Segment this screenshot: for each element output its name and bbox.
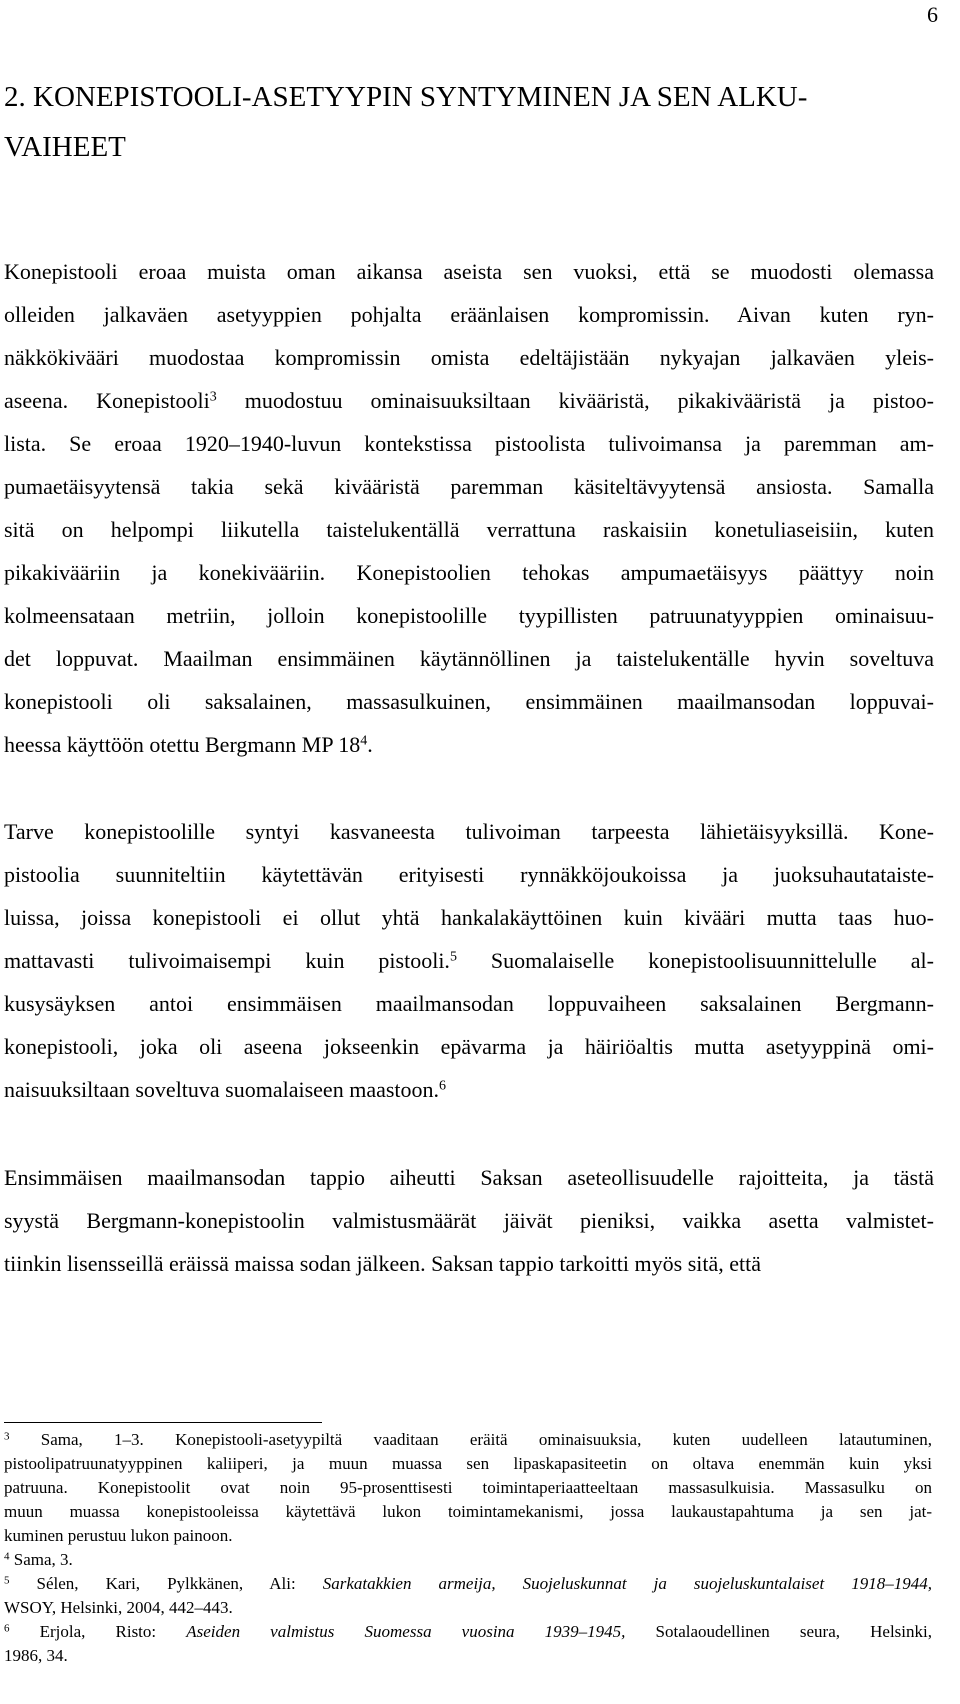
footnote-ref: 4 (4, 1550, 10, 1563)
text-line: $^5$ Sélen, Kari, Pylkkänen, Ali: Sarkatakkien armeija, Suojeluskunnat ja suojeluskuntalaiset 1918–1944, (4, 1574, 932, 1593)
text-line: kolmeensataan metriin, jolloin konepistoolille tyypillisten patruunatyyppien ominaisuu- (4, 603, 934, 628)
text-line: mattavasti tulivoimaisempi kuin pistooli.$^5$ Suomalaiselle konepistoolisuunnittelulle al- (4, 948, 934, 973)
footnotes (4, 1428, 932, 1668)
text-line: sitä on helpompi liikutella taistelukentällä verrattuna raskaisiin konetuliaseisiin, kuten (4, 517, 934, 542)
text-line: olleiden jalkaväen asetyyppien pohjalta eräänlaisen kompromissin. Aivan kuten ryn- (4, 302, 934, 327)
footnote-ref: 6 (4, 1622, 10, 1635)
paragraph-2 (4, 810, 934, 1111)
paragraph-1 (4, 250, 934, 766)
text-line: syystä Bergmann-konepistoolin valmistusmäärät jäivät pieniksi, vaikka asetta valmistet- (4, 1208, 934, 1233)
footnote-separator (4, 1422, 322, 1423)
text-line: WSOY, Helsinki, 2004, 442–443. (4, 1598, 233, 1617)
text-line: 1986, 34. (4, 1646, 68, 1665)
heading-line: VAIHEET (4, 131, 126, 163)
text-line: kusysäyksen antoi ensimmäisen maailmansodan loppuvaiheen saksalainen Bergmann- (4, 991, 934, 1016)
page-number: 6 (927, 2, 938, 27)
text-line: $^4$ Sama, 3. (4, 1550, 73, 1569)
footnote-ref: 5 (4, 1574, 10, 1587)
text-line: pikakivääriin ja konekivääriin. Konepistoolien tehokas ampumaetäisyys päättyy noin (4, 560, 934, 585)
text-line: Konepistooli eroaa muista oman aikansa aseista sen vuoksi, että se muodosti olemassa (4, 259, 934, 284)
text-line: naisuuksiltaan soveltuva suomalaiseen maastoon.$^6$ (4, 1077, 447, 1102)
text-line: pumaetäisyytensä takia sekä kivääristä paremman käsiteltävyytensä ansiosta. Samalla (4, 474, 934, 499)
footnote-ref: 5 (449, 949, 457, 965)
text-line: näkkökivääri muodostaa kompromissin omista edeltäjistään nykyajan jalkaväen yleis- (4, 345, 934, 370)
text-line: muun muassa konepistooleissa käytettävä lukon toimintamekanismi, jossa laukaustapahtuma ja sen jat- (4, 1502, 932, 1521)
italic-title: Aseiden valmistus Suomessa vuosina 1939–1945, (186, 1622, 626, 1641)
text-line: lista. Se eroaa 1920–1940-luvun kontekstissa pistoolista tulivoimansa ja paremman am- (4, 431, 934, 456)
text-line: konepistooli, joka oli aseena jokseenkin epävarma ja häiriöaltis mutta asetyyppinä omi- (4, 1034, 934, 1059)
footnote-ref: 4 (360, 733, 368, 749)
text-line: $^3$ Sama, 1–3. Konepistooli-asetyypiltä vaaditaan eräitä ominaisuuksia, kuten uudelleen latautuminen, (4, 1430, 932, 1449)
text-line: luissa, joissa konepistooli ei ollut yhtä hankalakäyttöinen kuin kivääri mutta taas huo- (4, 905, 934, 930)
text-line: tiinkin lisensseillä eräissä maissa sodan jälkeen. Saksan tappio tarkoitti myös sitä, että (4, 1251, 762, 1276)
text-line: $^6$ Erjola, Risto: Aseiden valmistus Suomessa vuosina 1939–1945, Sotalaoudellinen seura, Helsinki, (4, 1622, 932, 1641)
text-line: heessa käyttöön otettu Bergmann MP $18^4$. (4, 732, 373, 757)
text-line: konepistooli oli saksalainen, massasulkuinen, ensimmäinen maailmansodan loppuvai- (4, 689, 934, 714)
text-line: aseena. Konepistooli$^3$ muodostuu ominaisuuksiltaan kivääristä, pikakivääristä ja pistoo- (4, 388, 934, 413)
paragraph-3 (4, 1156, 934, 1285)
text-line: kuminen perustuu lukon painoon. (4, 1526, 233, 1545)
text-line: patruuna. Konepistoolit ovat noin 95-prosenttisesti toimintaperiaatteeltaan massasulkuisia. Massasulku on (4, 1478, 932, 1497)
italic-title: Sarkatakkien armeija, Suojeluskunnat ja suojeluskuntalaiset 1918–1944, (322, 1574, 932, 1593)
text-line: pistoolipatruunatyyppinen kaliiperi, ja muun muassa sen lipaskapasiteetin on oltava enemmän kuin yksi (4, 1454, 932, 1473)
text-line: Tarve konepistoolille syntyi kasvaneesta tulivoiman tarpeesta lähietäisyyksillä. Kone- (4, 819, 934, 844)
footnote-ref: 3 (4, 1430, 10, 1443)
text-line: Ensimmäisen maailmansodan tappio aiheutti Saksan aseteollisuudelle rajoitteita, ja tästä (4, 1165, 934, 1190)
footnote-ref: 6 (439, 1078, 447, 1094)
text-line: det loppuvat. Maailman ensimmäinen käytännöllinen ja taistelukentälle hyvin soveltuva (4, 646, 934, 671)
footnote-ref: 3 (209, 389, 217, 405)
text-line: pistoolia suunniteltiin käytettävän erityisesti rynnäkköjoukoissa ja juoksuhautataiste- (4, 862, 934, 887)
section-heading (4, 72, 904, 172)
heading-line: 2. KONEPISTOOLI-ASETYYPIN SYNTYMINEN JA SEN ALKU- (4, 81, 808, 113)
